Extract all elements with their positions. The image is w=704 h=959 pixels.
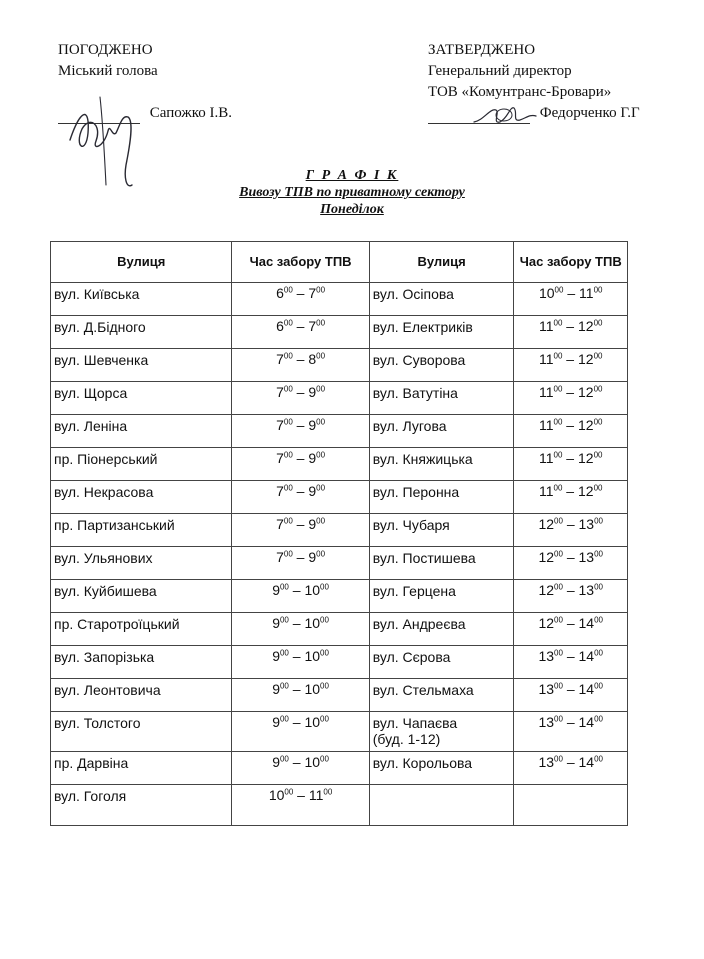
street-name: вул. Княжицька bbox=[372, 451, 473, 467]
time-from: 10 bbox=[538, 285, 555, 301]
street-cell bbox=[51, 448, 232, 481]
time-from: 9 bbox=[272, 615, 280, 631]
signature-line-left bbox=[58, 123, 140, 124]
minutes-superscript: 00 bbox=[593, 318, 603, 328]
street-cell bbox=[369, 349, 514, 382]
street-cell bbox=[51, 547, 232, 580]
document-day: Понеділок bbox=[320, 202, 384, 217]
time-dash: – bbox=[292, 351, 309, 367]
time-to: 7 bbox=[308, 285, 317, 301]
street-cell bbox=[369, 316, 514, 349]
time-from: 7 bbox=[276, 417, 284, 433]
street-name: вул. Постишева bbox=[372, 550, 476, 566]
approval-position-right: Генеральний директор bbox=[428, 63, 572, 79]
time-dash: – bbox=[288, 681, 305, 697]
time-dash: – bbox=[562, 417, 578, 433]
time-to: 8 bbox=[308, 351, 317, 367]
header-street-1: Вулиця bbox=[51, 242, 232, 283]
time-dash: – bbox=[562, 615, 579, 631]
street-name: пр. Партизанський bbox=[54, 517, 175, 533]
street-name: вул. Стельмаха bbox=[372, 682, 474, 698]
time-cell bbox=[232, 382, 369, 415]
minutes-superscript: 00 bbox=[593, 384, 603, 394]
street-cell bbox=[51, 316, 232, 349]
signature-line-right bbox=[428, 123, 530, 124]
schedule-body bbox=[51, 283, 628, 826]
time-from: 7 bbox=[276, 384, 284, 400]
time-cell bbox=[232, 547, 369, 580]
time-cell bbox=[514, 316, 628, 349]
time-cell bbox=[232, 613, 369, 646]
time-cell bbox=[514, 580, 628, 613]
table-row bbox=[51, 712, 628, 752]
approval-status-left: ПОГОДЖЕНО bbox=[58, 42, 153, 58]
street-cell bbox=[51, 283, 232, 316]
time-cell bbox=[514, 448, 628, 481]
time-to: 12 bbox=[578, 384, 594, 400]
minutes-superscript: 00 bbox=[553, 483, 563, 493]
minutes-superscript: 00 bbox=[594, 582, 603, 592]
minutes-superscript: 00 bbox=[554, 754, 563, 764]
street-name: вул. Некрасова bbox=[54, 484, 154, 500]
time-dash: – bbox=[292, 516, 309, 532]
table-row bbox=[51, 415, 628, 448]
table-row bbox=[51, 481, 628, 514]
time-from: 11 bbox=[538, 417, 554, 433]
time-to: 12 bbox=[578, 351, 594, 367]
street-name: пр. Піонерський bbox=[54, 451, 158, 467]
table-row bbox=[51, 785, 628, 826]
street-name: вул. Осіпова bbox=[372, 286, 454, 302]
minutes-superscript: 00 bbox=[554, 285, 564, 295]
time-dash: – bbox=[288, 582, 305, 598]
time-to: 10 bbox=[304, 615, 321, 631]
street-name: вул. Лугова bbox=[372, 418, 447, 434]
minutes-superscript: 00 bbox=[279, 615, 289, 625]
time-from: 11 bbox=[538, 450, 554, 466]
street-name: пр. Дарвіна bbox=[54, 755, 129, 771]
time-dash: – bbox=[562, 483, 578, 499]
time-to: 14 bbox=[578, 754, 595, 770]
minutes-superscript: 00 bbox=[320, 615, 329, 625]
time-to: 14 bbox=[578, 714, 595, 730]
street-cell bbox=[369, 481, 514, 514]
minutes-superscript: 00 bbox=[316, 417, 326, 427]
minutes-superscript: 00 bbox=[283, 516, 293, 526]
time-cell bbox=[514, 481, 628, 514]
time-cell bbox=[514, 382, 628, 415]
time-dash: – bbox=[293, 787, 309, 803]
minutes-superscript: 00 bbox=[316, 318, 326, 328]
time-cell bbox=[514, 415, 628, 448]
minutes-superscript: 00 bbox=[284, 787, 294, 797]
time-cell bbox=[514, 785, 628, 826]
table-row bbox=[51, 547, 628, 580]
street-name: вул. Андреєва bbox=[372, 616, 466, 632]
minutes-superscript: 00 bbox=[283, 351, 293, 361]
street-name: вул. Гоголя bbox=[54, 788, 127, 804]
time-dash: – bbox=[563, 285, 580, 301]
table-row bbox=[51, 646, 628, 679]
street-cell bbox=[51, 514, 232, 547]
table-row bbox=[51, 448, 628, 481]
time-cell bbox=[514, 283, 628, 316]
table-row bbox=[51, 283, 628, 316]
time-to: 12 bbox=[578, 318, 594, 334]
table-header-row bbox=[51, 242, 628, 283]
street-cell bbox=[51, 349, 232, 382]
minutes-superscript: 00 bbox=[554, 714, 563, 724]
time-cell bbox=[232, 349, 369, 382]
minutes-superscript: 00 bbox=[316, 450, 326, 460]
street-cell bbox=[369, 580, 514, 613]
street-name: вул. Суворова bbox=[372, 352, 466, 368]
time-to: 13 bbox=[578, 549, 595, 565]
time-from: 7 bbox=[276, 351, 284, 367]
street-name: вул. Толстого bbox=[54, 715, 141, 731]
street-cell bbox=[369, 514, 514, 547]
time-dash: – bbox=[292, 417, 309, 433]
minutes-superscript: 00 bbox=[283, 450, 293, 460]
document-subtitle: Вивозу ТПВ по приватному сектору bbox=[239, 185, 465, 200]
street-cell bbox=[51, 646, 232, 679]
time-to: 12 bbox=[578, 417, 594, 433]
time-to: 9 bbox=[308, 483, 317, 499]
time-from: 9 bbox=[272, 582, 280, 598]
street-name: вул. Перонна bbox=[372, 484, 460, 500]
minutes-superscript: 00 bbox=[594, 615, 603, 625]
time-from: 13 bbox=[538, 681, 555, 697]
time-from: 11 bbox=[538, 483, 554, 499]
time-from: 11 bbox=[538, 351, 554, 367]
time-cell bbox=[232, 481, 369, 514]
street-name: вул. Герцена bbox=[372, 583, 456, 599]
minutes-superscript: 00 bbox=[316, 516, 326, 526]
street-name: вул. Куйбишева bbox=[54, 583, 157, 599]
time-to: 12 bbox=[578, 450, 594, 466]
time-from: 9 bbox=[272, 681, 280, 697]
approval-company-right: ТОВ «Комунтранс-Бровари» bbox=[428, 84, 612, 100]
time-to: 10 bbox=[304, 648, 321, 664]
time-cell bbox=[232, 752, 369, 785]
time-from: 13 bbox=[538, 714, 555, 730]
time-to: 9 bbox=[308, 450, 317, 466]
street-cell bbox=[369, 752, 514, 785]
time-cell bbox=[232, 679, 369, 712]
time-dash: – bbox=[292, 450, 309, 466]
time-to: 13 bbox=[578, 516, 595, 532]
time-from: 7 bbox=[276, 483, 284, 499]
time-dash: – bbox=[288, 648, 305, 664]
minutes-superscript: 00 bbox=[553, 417, 563, 427]
street-name: вул. Чапаєва bbox=[372, 715, 458, 731]
time-from: 6 bbox=[276, 285, 284, 301]
time-dash: – bbox=[562, 648, 579, 664]
time-from: 12 bbox=[538, 516, 555, 532]
time-cell bbox=[232, 283, 369, 316]
signature-row-right bbox=[428, 103, 688, 124]
street-name: вул. Д.Бідного bbox=[54, 319, 146, 335]
time-from: 10 bbox=[268, 787, 285, 803]
minutes-superscript: 00 bbox=[316, 483, 326, 493]
time-from: 12 bbox=[538, 582, 555, 598]
minutes-superscript: 00 bbox=[279, 582, 289, 592]
time-cell bbox=[232, 785, 369, 826]
time-dash: – bbox=[288, 615, 305, 631]
time-to: 13 bbox=[578, 582, 595, 598]
time-dash: – bbox=[292, 318, 309, 334]
table-row bbox=[51, 514, 628, 547]
street-note: (буд. 1-12) bbox=[372, 731, 441, 747]
minutes-superscript: 00 bbox=[283, 417, 293, 427]
time-from: 13 bbox=[538, 754, 555, 770]
minutes-superscript: 00 bbox=[594, 648, 603, 658]
minutes-superscript: 00 bbox=[320, 648, 329, 658]
street-cell bbox=[369, 448, 514, 481]
approval-position-left: Міський голова bbox=[58, 63, 158, 79]
street-name: вул. Електриків bbox=[372, 319, 473, 335]
time-to: 10 bbox=[304, 754, 321, 770]
time-dash: – bbox=[562, 714, 579, 730]
time-dash: – bbox=[562, 754, 579, 770]
street-name: вул. Леніна bbox=[54, 418, 128, 434]
time-dash: – bbox=[288, 754, 305, 770]
street-cell bbox=[51, 785, 232, 826]
street-name: вул. Ватутіна bbox=[372, 385, 458, 401]
approval-block-right bbox=[428, 40, 688, 124]
document-title: Г Р А Ф І К bbox=[305, 168, 399, 183]
time-cell bbox=[514, 752, 628, 785]
time-to: 11 bbox=[579, 285, 594, 301]
time-dash: – bbox=[288, 714, 305, 730]
minutes-superscript: 00 bbox=[593, 450, 603, 460]
time-cell bbox=[514, 514, 628, 547]
minutes-superscript: 00 bbox=[594, 754, 603, 764]
minutes-superscript: 00 bbox=[279, 681, 289, 691]
street-cell bbox=[369, 679, 514, 712]
minutes-superscript: 00 bbox=[554, 516, 563, 526]
minutes-superscript: 00 bbox=[316, 351, 326, 361]
street-name: вул. Запорізька bbox=[54, 649, 155, 665]
time-to: 10 bbox=[304, 681, 321, 697]
street-cell bbox=[51, 613, 232, 646]
time-to: 10 bbox=[304, 582, 321, 598]
time-cell bbox=[514, 547, 628, 580]
time-to: 9 bbox=[308, 417, 317, 433]
time-to: 12 bbox=[578, 483, 594, 499]
street-cell bbox=[51, 382, 232, 415]
time-cell bbox=[514, 646, 628, 679]
time-from: 7 bbox=[276, 516, 284, 532]
minutes-superscript: 00 bbox=[594, 681, 603, 691]
time-from: 13 bbox=[538, 648, 555, 664]
minutes-superscript: 00 bbox=[593, 351, 603, 361]
table-row bbox=[51, 349, 628, 382]
street-cell bbox=[369, 613, 514, 646]
time-cell bbox=[514, 613, 628, 646]
minutes-superscript: 00 bbox=[283, 549, 293, 559]
time-from: 7 bbox=[276, 549, 284, 565]
street-name: вул. Шевченка bbox=[54, 352, 149, 368]
time-to: 11 bbox=[308, 787, 324, 803]
street-cell bbox=[51, 481, 232, 514]
table-row bbox=[51, 382, 628, 415]
street-cell bbox=[369, 646, 514, 679]
time-dash: – bbox=[562, 351, 578, 367]
time-from: 11 bbox=[538, 318, 554, 334]
minutes-superscript: 00 bbox=[316, 549, 326, 559]
time-to: 7 bbox=[308, 318, 317, 334]
minutes-superscript: 00 bbox=[320, 681, 329, 691]
time-cell bbox=[232, 712, 369, 752]
street-cell bbox=[51, 752, 232, 785]
street-name: вул. Чубаря bbox=[372, 517, 450, 533]
time-to: 14 bbox=[578, 615, 595, 631]
minutes-superscript: 00 bbox=[594, 714, 603, 724]
time-from: 12 bbox=[538, 549, 555, 565]
table-row bbox=[51, 752, 628, 785]
approval-status-right: ЗАТВЕРДЖЕНО bbox=[428, 42, 536, 58]
time-to: 14 bbox=[578, 681, 595, 697]
time-from: 6 bbox=[276, 318, 284, 334]
time-from: 12 bbox=[538, 615, 555, 631]
time-dash: – bbox=[562, 681, 579, 697]
street-name: вул. Сєрова bbox=[372, 649, 451, 665]
street-cell bbox=[51, 580, 232, 613]
minutes-superscript: 00 bbox=[316, 285, 326, 295]
time-to: 9 bbox=[308, 549, 317, 565]
street-name: вул. Корольова bbox=[372, 755, 473, 771]
signatory-name-left: Сапожко І.В. bbox=[149, 105, 233, 121]
minutes-superscript: 00 bbox=[593, 483, 603, 493]
time-from: 9 bbox=[272, 754, 280, 770]
minutes-superscript: 00 bbox=[554, 549, 563, 559]
minutes-superscript: 00 bbox=[553, 450, 563, 460]
minutes-superscript: 00 bbox=[279, 754, 289, 764]
signatory-name-right: Федорченко Г.Г bbox=[539, 105, 640, 121]
minutes-superscript: 00 bbox=[316, 384, 326, 394]
time-cell bbox=[232, 415, 369, 448]
time-cell bbox=[232, 316, 369, 349]
minutes-superscript: 00 bbox=[283, 285, 293, 295]
time-dash: – bbox=[562, 450, 578, 466]
street-cell bbox=[369, 785, 514, 826]
street-cell bbox=[51, 415, 232, 448]
time-dash: – bbox=[562, 516, 579, 532]
street-cell bbox=[51, 679, 232, 712]
schedule-table bbox=[50, 241, 628, 826]
time-cell bbox=[232, 448, 369, 481]
time-dash: – bbox=[562, 582, 579, 598]
street-cell bbox=[369, 415, 514, 448]
minutes-superscript: 00 bbox=[594, 516, 603, 526]
minutes-superscript: 00 bbox=[554, 648, 563, 658]
minutes-superscript: 00 bbox=[554, 681, 563, 691]
time-to: 9 bbox=[308, 384, 317, 400]
time-to: 14 bbox=[578, 648, 595, 664]
time-cell bbox=[232, 646, 369, 679]
time-dash: – bbox=[292, 483, 309, 499]
minutes-superscript: 00 bbox=[320, 582, 329, 592]
minutes-superscript: 00 bbox=[554, 582, 563, 592]
minutes-superscript: 00 bbox=[279, 648, 289, 658]
time-from: 11 bbox=[538, 384, 554, 400]
time-from: 9 bbox=[272, 648, 280, 664]
minutes-superscript: 00 bbox=[554, 615, 563, 625]
signature-row-left bbox=[58, 103, 308, 124]
time-dash: – bbox=[292, 384, 309, 400]
street-name: вул. Ульянових bbox=[54, 550, 153, 566]
header-time-1: Час забору ТПВ bbox=[232, 242, 369, 283]
time-to: 10 bbox=[304, 714, 321, 730]
time-from: 9 bbox=[272, 714, 280, 730]
minutes-superscript: 00 bbox=[283, 384, 293, 394]
time-cell bbox=[514, 679, 628, 712]
time-dash: – bbox=[292, 549, 309, 565]
minutes-superscript: 00 bbox=[593, 285, 603, 295]
street-cell bbox=[51, 712, 232, 752]
minutes-superscript: 00 bbox=[553, 384, 563, 394]
time-cell bbox=[514, 712, 628, 752]
table-row bbox=[51, 316, 628, 349]
time-dash: – bbox=[562, 384, 578, 400]
minutes-superscript: 00 bbox=[279, 714, 289, 724]
minutes-superscript: 00 bbox=[553, 318, 563, 328]
header-street-2: Вулиця bbox=[369, 242, 514, 283]
table-row bbox=[51, 613, 628, 646]
street-cell bbox=[369, 283, 514, 316]
minutes-superscript: 00 bbox=[320, 754, 329, 764]
time-dash: – bbox=[562, 318, 578, 334]
street-cell bbox=[369, 382, 514, 415]
minutes-superscript: 00 bbox=[553, 351, 563, 361]
street-name: вул. Щорса bbox=[54, 385, 128, 401]
time-cell bbox=[514, 349, 628, 382]
time-cell bbox=[232, 514, 369, 547]
minutes-superscript: 00 bbox=[323, 787, 333, 797]
minutes-superscript: 00 bbox=[593, 417, 603, 427]
time-dash: – bbox=[562, 549, 579, 565]
table-row bbox=[51, 679, 628, 712]
street-name: вул. Київська bbox=[54, 286, 140, 302]
time-from: 7 bbox=[276, 450, 284, 466]
street-name: пр. Старотроїцький bbox=[54, 616, 180, 632]
approval-block-left bbox=[58, 40, 308, 124]
minutes-superscript: 00 bbox=[320, 714, 329, 724]
minutes-superscript: 00 bbox=[283, 318, 293, 328]
time-dash: – bbox=[292, 285, 309, 301]
time-to: 9 bbox=[308, 516, 317, 532]
minutes-superscript: 00 bbox=[283, 483, 293, 493]
table-row bbox=[51, 580, 628, 613]
time-cell bbox=[232, 580, 369, 613]
header-time-2: Час забору ТПВ bbox=[514, 242, 628, 283]
street-name: вул. Леонтовича bbox=[54, 682, 161, 698]
street-cell bbox=[369, 547, 514, 580]
minutes-superscript: 00 bbox=[594, 549, 603, 559]
street-cell bbox=[369, 712, 514, 752]
